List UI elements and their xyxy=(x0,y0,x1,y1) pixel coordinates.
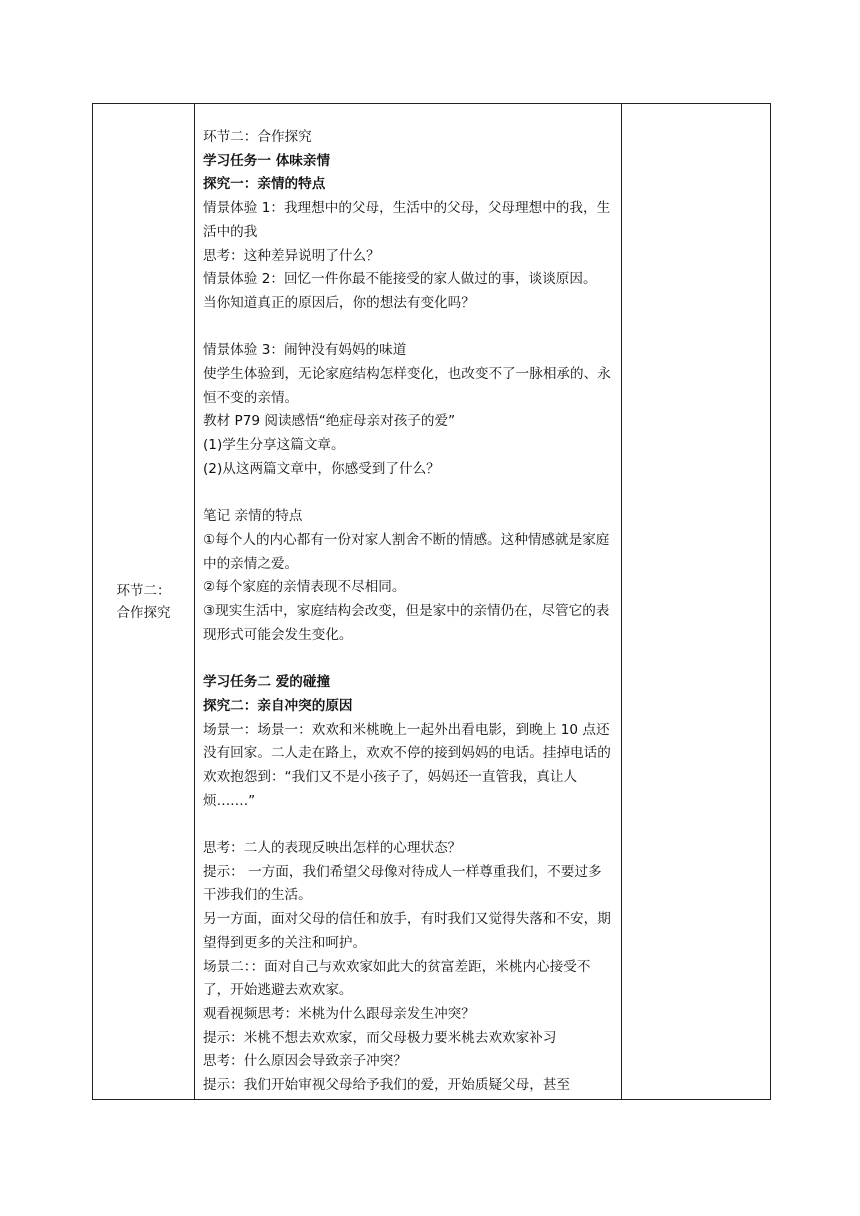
lesson-plan-table xyxy=(92,103,771,1100)
section-label xyxy=(93,580,194,624)
section-label-line: 环节二： xyxy=(116,582,171,599)
content-paragraph: (1)学生分享这篇文章。 xyxy=(203,437,345,454)
content-paragraph: 情景体验 2：回忆一件你最不能接受的家人做过的事，谈谈原因。 xyxy=(203,271,597,288)
content-paragraph: 情景体验 3：闹钟没有妈妈的味道 xyxy=(203,342,407,359)
content-paragraph: (2)从这两篇文章中，你感受到了什么？ xyxy=(203,460,440,477)
blank-line xyxy=(203,316,615,340)
content-heading: 学习任务一 体味亲情 xyxy=(203,152,331,169)
content-paragraph: 思考：什么原因会导致亲子冲突？ xyxy=(203,1053,407,1070)
content-heading: 探究一：亲情的特点 xyxy=(203,176,326,193)
content-paragraph: 提示：我们开始审视父母给予我们的爱，开始质疑父母，甚至 xyxy=(203,1077,571,1094)
content-paragraph: 当你知道真正的原因后，你的想法有变化吗？ xyxy=(203,294,475,311)
notes-cell xyxy=(622,104,771,1100)
content-paragraph: 另一方面，面对父母的信任和放手，有时我们又觉得失落和不安，期望得到更多的关注和呵护。 xyxy=(203,911,611,951)
content-paragraph: ①每个人的内心都有一份对家人割舍不断的情感。这种情感就是家庭中的亲情之爱。 xyxy=(203,531,610,572)
content-paragraph: 场景一：场景一：欢欢和米桃晚上一起外出看电影，到晚上 10 点还没有回家。二人走在路上，欢欢不停的接到妈妈的电话。挂掉电话的欢欢抱怨到：“我们又不是小孩子了，妈妈还一直管我，真让人烦…….” xyxy=(203,721,611,809)
content-heading: 学习任务二 爱的碰撞 xyxy=(203,674,331,691)
content-paragraph: 情景体验 1：我理想中的父母，生活中的父母，父母理想中的我，生活中的我 xyxy=(203,200,611,240)
content-paragraph: 提示： 一方面，我们希望父母像对待成人一样尊重我们，不要过多干涉我们的生活。 xyxy=(203,863,602,904)
content-paragraph: 使学生体验到，无论家庭结构怎样变化，也改变不了一脉相承的、永恒不变的亲情。 xyxy=(203,366,611,406)
teaching-content-cell xyxy=(195,104,622,1100)
content-paragraph: 环节二：合作探究 xyxy=(203,129,312,145)
blank-line xyxy=(203,482,615,506)
section-label-line: 合作探究 xyxy=(116,604,171,621)
content-heading: 探究二：亲自冲突的原因 xyxy=(203,697,353,714)
content-paragraph: 教材 P79 阅读感悟“绝症母亲对孩子的爱” xyxy=(203,413,456,430)
content-paragraph: 笔记 亲情的特点 xyxy=(203,508,303,525)
content-paragraph: 观看视频思考：米桃为什么跟母亲发生冲突？ xyxy=(203,1005,475,1022)
content-paragraph: ③现实生活中，家庭结构会改变，但是家中的亲情仍在，尽管它的表现形式可能会发生变化。 xyxy=(203,603,610,643)
content-paragraph: 思考：二人的表现反映出怎样的心理状态？ xyxy=(203,840,462,857)
blank-line xyxy=(203,813,615,837)
content-paragraph: 思考：这种差异说明了什么？ xyxy=(203,247,380,264)
blank-line xyxy=(203,647,615,671)
content-paragraph: 提示：米桃不想去欢欢家，而父母极力要米桃去欢欢家补习 xyxy=(203,1029,557,1046)
teaching-content xyxy=(195,104,621,1098)
table-row xyxy=(93,104,771,1100)
content-paragraph: 场景二：：面对自己与欢欢家如此大的贫富差距，米桃内心接受不了，开始逃避去欢欢家。 xyxy=(203,958,591,999)
section-label-cell xyxy=(93,104,195,1100)
content-paragraph: ②每个家庭的亲情表现不尽相同。 xyxy=(203,579,406,596)
